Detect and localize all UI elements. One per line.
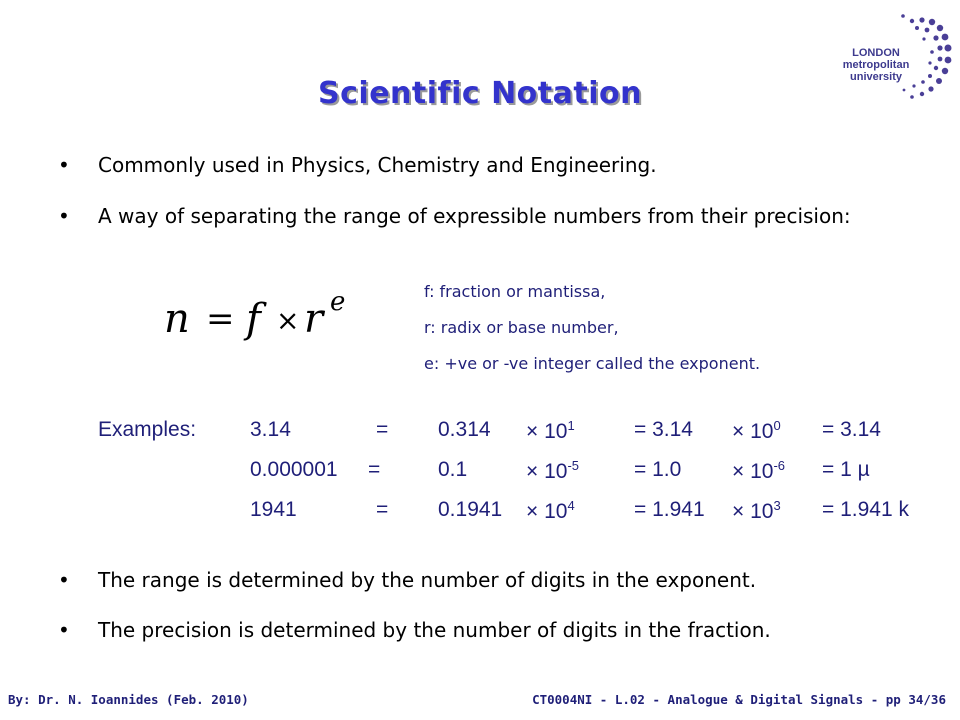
footer-course-page: CT0004NI - L.02 - Analogue & Digital Signals - pp 34/36: [532, 692, 946, 707]
bullet-dot: •: [58, 568, 70, 592]
example-normalized: = 3.14: [634, 418, 693, 441]
example-normalized: = 1.941: [634, 498, 705, 521]
logo-line-london: LONDON: [852, 47, 900, 59]
bullet-text: The precision is determined by the number of digits in the fraction.: [98, 618, 771, 642]
formula-f: f: [246, 296, 261, 342]
example-value: 1941: [250, 498, 297, 521]
example-power: [526, 498, 575, 524]
formula-equals: =: [206, 299, 235, 339]
logo-line-metropolitan: metropolitan: [842, 59, 910, 71]
example-power: [732, 498, 781, 524]
example-normalized: = 1.0: [634, 458, 682, 481]
formula: [160, 288, 360, 344]
formula-e: e: [330, 288, 346, 317]
example-exponent: -5: [567, 458, 580, 473]
formula-r: r: [304, 296, 324, 342]
example-exponent: 3: [773, 498, 781, 513]
example-exponent: 0: [773, 418, 781, 433]
definition-r: r: radix or base number,: [424, 318, 619, 337]
slide-title: Scientific Notation: [318, 76, 642, 111]
example-times-ten: × 10: [732, 420, 774, 443]
logo-line-university: university: [850, 71, 902, 83]
example-equals: =: [376, 498, 389, 521]
example-mantissa: 0.1: [438, 458, 468, 481]
example-exponent: -6: [773, 458, 786, 473]
example-power: [526, 458, 579, 484]
bullet-dot: •: [58, 153, 70, 177]
bullet-dot: •: [58, 204, 70, 228]
example-times-ten: × 10: [732, 500, 774, 523]
definition-e: e: +ve or -ve integer called the exponent.: [424, 354, 761, 373]
definitions: [424, 274, 924, 382]
examples-label: Examples:: [98, 418, 197, 441]
bullet-text: A way of separating the range of expressible numbers from their precision:: [98, 204, 851, 228]
example-exponent: 1: [567, 418, 575, 433]
definition-f: f: fraction or mantissa,: [424, 282, 606, 301]
example-power: [526, 418, 575, 444]
example-equals: =: [376, 418, 389, 441]
example-times-ten: × 10: [732, 460, 774, 483]
example-mantissa: 0.1941: [438, 498, 503, 521]
example-power: [732, 458, 785, 484]
example-value: 0.000001: [250, 458, 338, 481]
formula-times: ×: [276, 304, 300, 337]
bullet-dot: •: [58, 618, 70, 642]
example-equals: =: [368, 458, 381, 481]
example-result: = 1.941 k: [822, 498, 909, 521]
example-result: = 3.14: [822, 418, 881, 441]
example-power: [732, 418, 781, 444]
example-mantissa: 0.314: [438, 418, 491, 441]
example-times-ten: × 10: [526, 500, 568, 523]
example-exponent: 4: [567, 498, 575, 513]
bullet-text: Commonly used in Physics, Chemistry and Engineering.: [98, 153, 657, 177]
example-result: = 1 µ: [822, 458, 870, 481]
example-times-ten: × 10: [526, 460, 568, 483]
example-value: 3.14: [250, 418, 291, 441]
example-times-ten: × 10: [526, 420, 568, 443]
bullet-text: The range is determined by the number of digits in the exponent.: [98, 568, 757, 592]
footer-author: By: Dr. N. Ioannides (Feb. 2010): [8, 692, 249, 707]
formula-n: n: [164, 296, 190, 342]
